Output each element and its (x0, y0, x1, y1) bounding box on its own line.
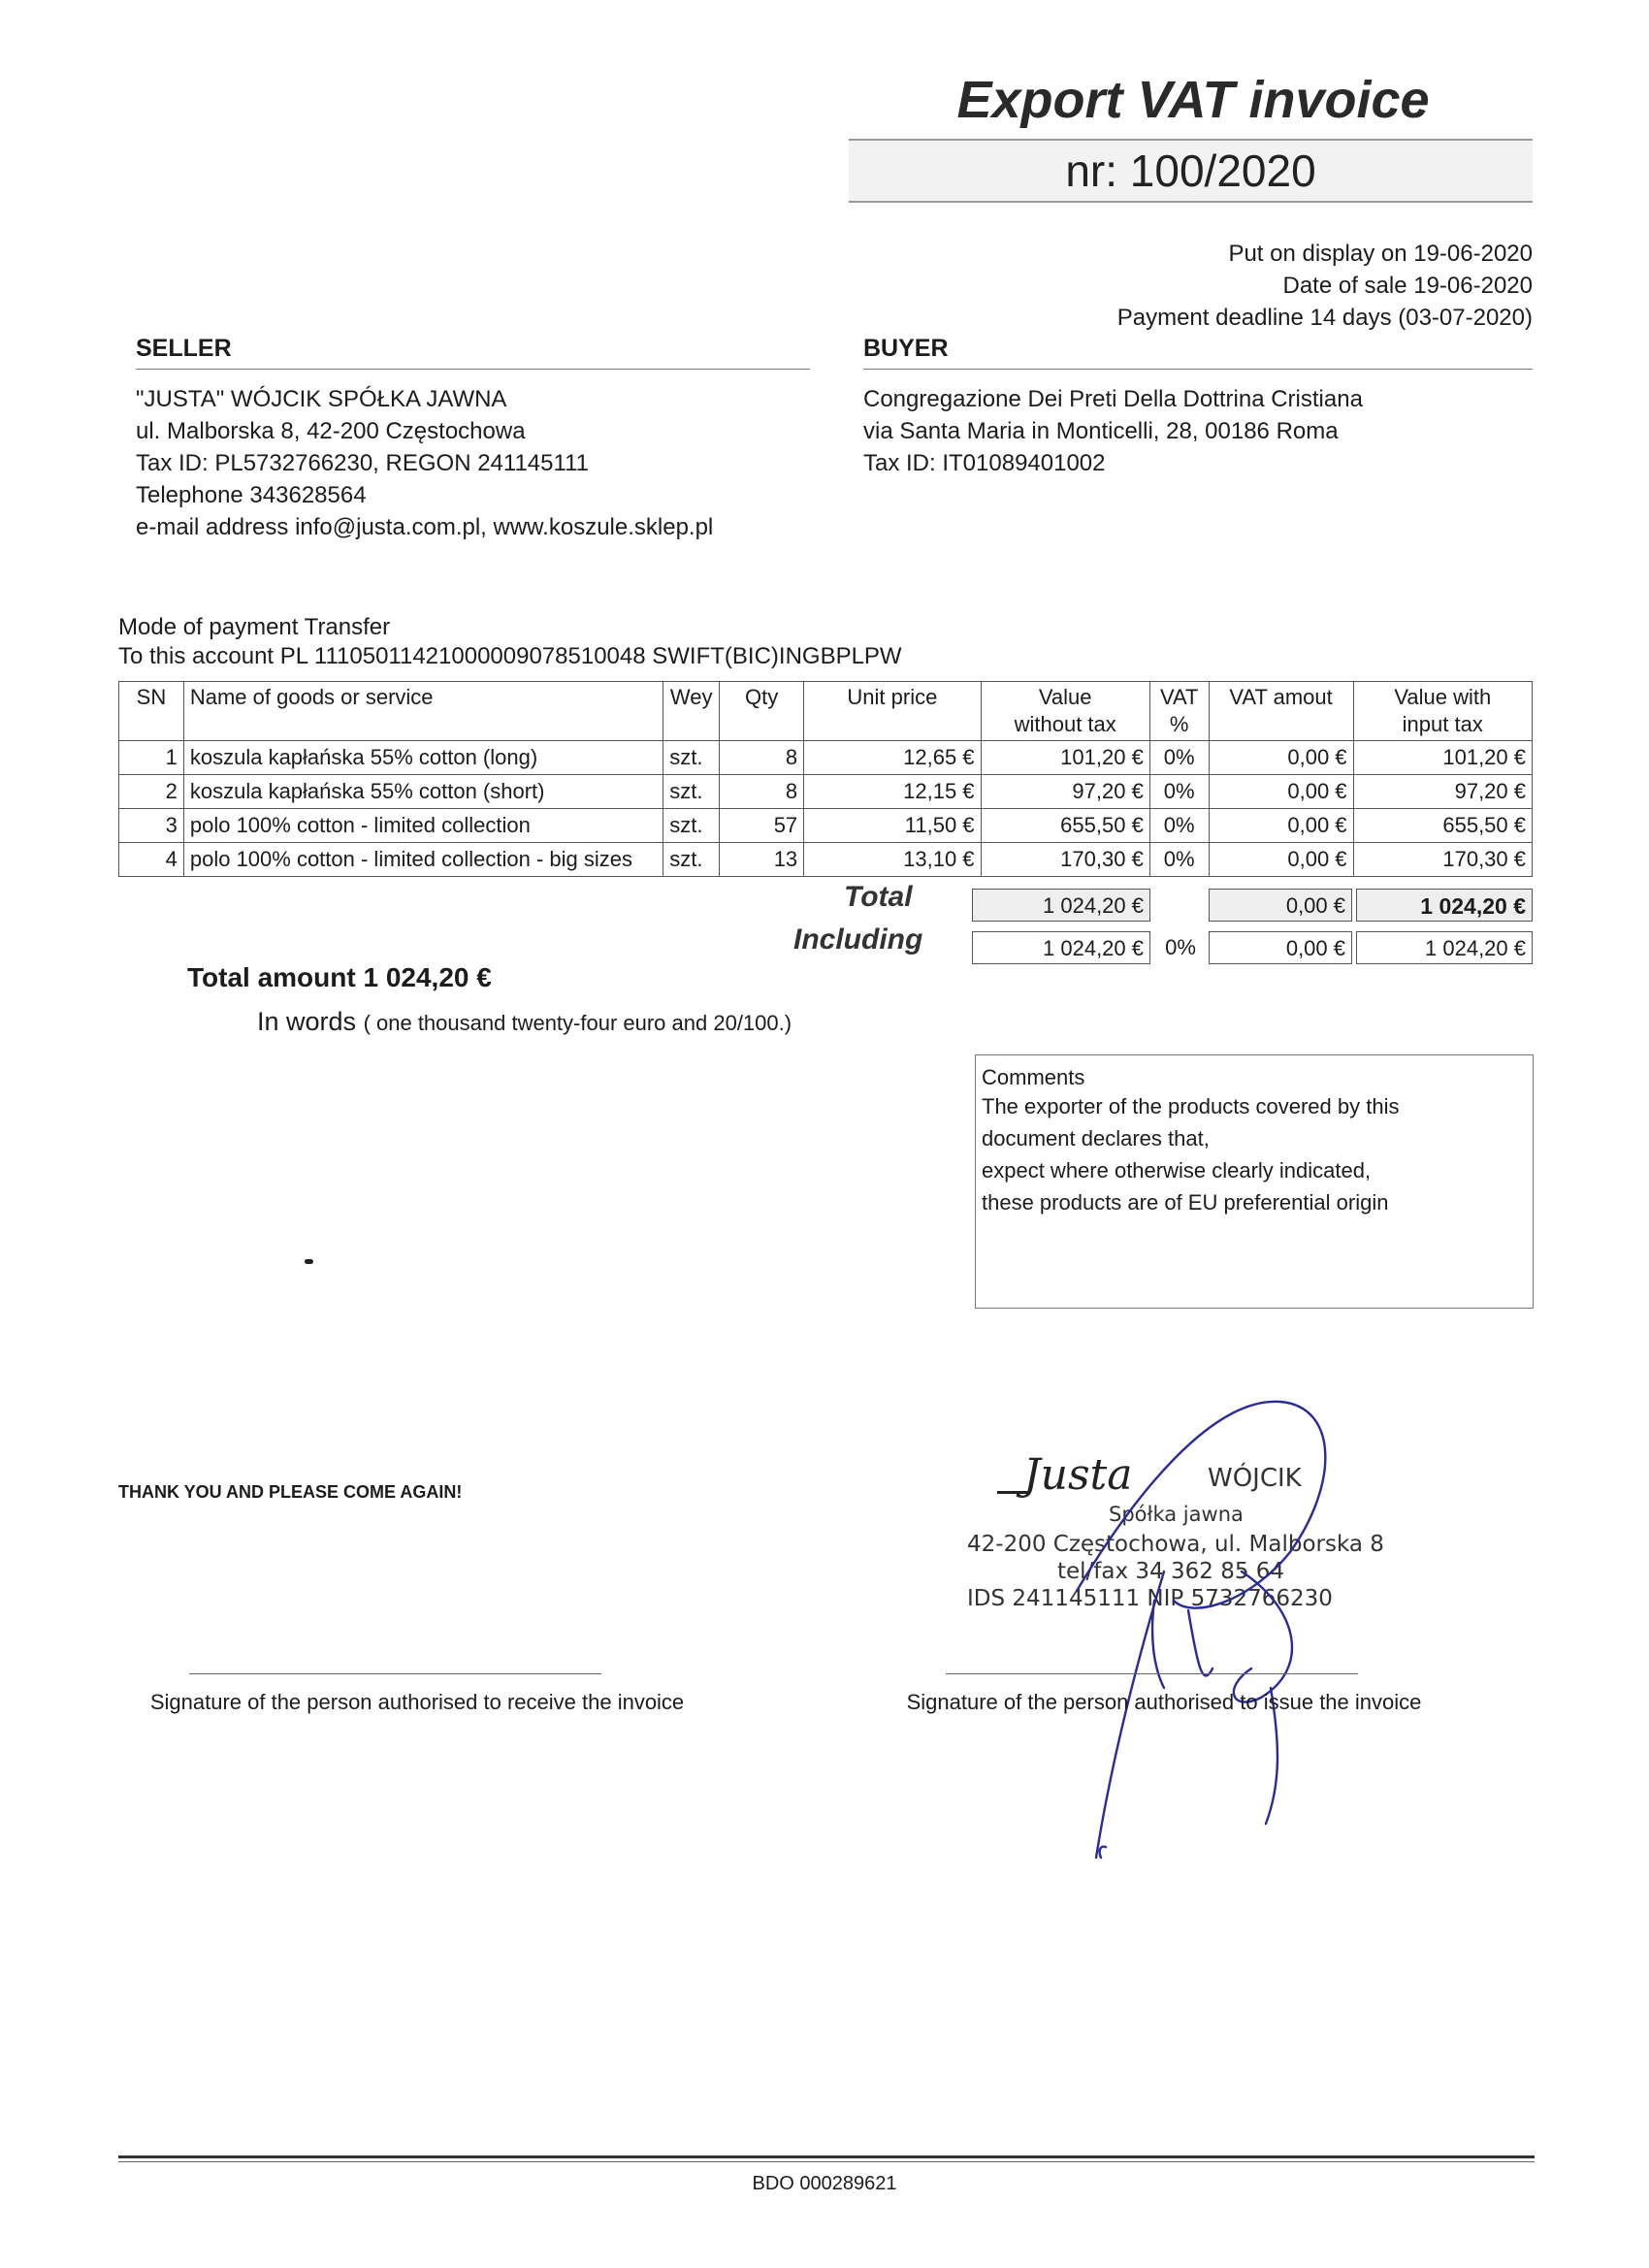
col-value: Value without tax (981, 682, 1149, 741)
comments-line: expect where otherwise clearly indicated, (982, 1158, 1372, 1183)
seller-line: Tax ID: PL5732766230, REGON 241145111 (136, 450, 589, 476)
footer-code: BDO 000289621 (752, 2173, 897, 2194)
footer-rule (118, 2161, 1535, 2162)
stamp-line: Spółka jawna (1109, 1503, 1244, 1526)
payment-mode: Mode of payment Transfer (118, 614, 391, 640)
table-row: 1 koszula kapłańska 55% cotton (long) szt. 8 12,65 € 101,20 € 0% 0,00 € 101,20 € (119, 741, 1533, 775)
display-date: Put on display on 19-06-2020 (1228, 241, 1533, 267)
items-table (118, 681, 1533, 877)
issue-signature-line (946, 1673, 1358, 1674)
col-sn: SN (119, 682, 184, 741)
comments-line: these products are of EU preferential origin (982, 1190, 1389, 1215)
including-label: Including (793, 923, 923, 956)
stamp-name: WÓJCIK (1208, 1464, 1302, 1493)
stamp-line: tel/fax 34 362 85 64 (1057, 1559, 1285, 1584)
comments-heading: Comments (982, 1065, 1085, 1089)
col-wey: Wey (663, 682, 720, 741)
receive-signature-label: Signature of the person authorised to receive the invoice (149, 1690, 685, 1714)
invoice-number: nr: 100/2020 (1065, 146, 1316, 196)
including-gross: 1 024,20 € (1356, 931, 1533, 964)
including-value: 1 024,20 € (972, 931, 1150, 964)
col-gross: Value with input tax (1353, 682, 1532, 741)
table-row: 2 koszula kapłańska 55% cotton (short) szt. 8 12,15 € 97,20 € 0% 0,00 € 97,20 € (119, 775, 1533, 809)
buyer-line: via Santa Maria in Monticelli, 28, 00186 Roma (863, 418, 1339, 444)
payment-account: To this account PL 11105011421000009078510048 SWIFT(BIC)INGBPLPW (118, 643, 902, 669)
payment-info (118, 613, 902, 671)
table-row: 3 polo 100% cotton - limited collection szt. 57 11,50 € 655,50 € 0% 0,00 € 655,50 € (119, 809, 1533, 843)
seller-line: ul. Malborska 8, 42-200 Częstochowa (136, 418, 526, 444)
including-vat: 0% (1165, 935, 1196, 959)
invoice-dates (1117, 238, 1533, 334)
stamp-logo: Justa (1023, 1450, 1133, 1500)
seller-block (136, 335, 810, 543)
col-qty: Qty (720, 682, 804, 741)
table-row: 4 polo 100% cotton - limited collection - big sizes szt. 13 13,10 € 170,30 € 0% 0,00 € 170,30 € (119, 843, 1533, 877)
seller-line: e-mail address info@justa.com.pl, www.koszule.sklep.pl (136, 514, 714, 540)
seller-heading: SELLER (136, 335, 810, 370)
col-unit-price: Unit price (804, 682, 981, 741)
total-amount: Total amount 1 024,20 € (187, 962, 492, 992)
total-value: 1 024,20 € (972, 889, 1150, 922)
col-name: Name of goods or service (183, 682, 663, 741)
stamp-line: IDS 241145111 NIP 5732766230 (967, 1586, 1333, 1611)
buyer-line: Tax ID: IT01089401002 (863, 450, 1106, 476)
total-gross: 1 024,20 € (1356, 889, 1533, 922)
issue-signature-label: Signature of the person authorised to issue the invoice (906, 1690, 1422, 1714)
total-vat-amount: 0,00 € (1209, 889, 1352, 922)
in-words-label: In words (257, 1007, 357, 1036)
receive-signature-line (189, 1673, 601, 1674)
comments-line: The exporter of the products covered by this (982, 1094, 1400, 1118)
in-words-value: ( one thousand twenty-four euro and 20/100.) (363, 1011, 792, 1035)
payment-deadline: Payment deadline 14 days (03-07-2020) (1116, 305, 1533, 331)
buyer-line: Congregazione Dei Preti Della Dottrina Cristiana (863, 386, 1363, 412)
including-vat-amount: 0,00 € (1209, 931, 1352, 964)
invoice-title: Export VAT invoice (956, 71, 1430, 129)
seller-line: Telephone 343628564 (136, 482, 367, 508)
col-vat: VAT % (1149, 682, 1209, 741)
col-vat-amount: VAT amout (1209, 682, 1353, 741)
ink-dot (305, 1259, 313, 1264)
table-header-row (119, 682, 1533, 741)
buyer-heading: BUYER (863, 335, 1533, 370)
comments-line: document declares that, (982, 1126, 1210, 1150)
total-label: Total (844, 881, 913, 913)
footer-rule (118, 2155, 1535, 2158)
stamp-line: 42-200 Częstochowa, ul. Malborska 8 (967, 1532, 1384, 1557)
thank-you-note: THANK YOU AND PLEASE COME AGAIN! (118, 1482, 463, 1502)
amount-in-words (257, 1007, 792, 1037)
seller-line: "JUSTA" WÓJCIK SPÓŁKA JAWNA (136, 386, 507, 412)
sale-date: Date of sale 19-06-2020 (1282, 273, 1533, 299)
handwritten-signature (1018, 1377, 1348, 1882)
buyer-block (863, 335, 1533, 479)
comments-box (975, 1054, 1534, 1309)
invoice-number-box (849, 139, 1533, 203)
